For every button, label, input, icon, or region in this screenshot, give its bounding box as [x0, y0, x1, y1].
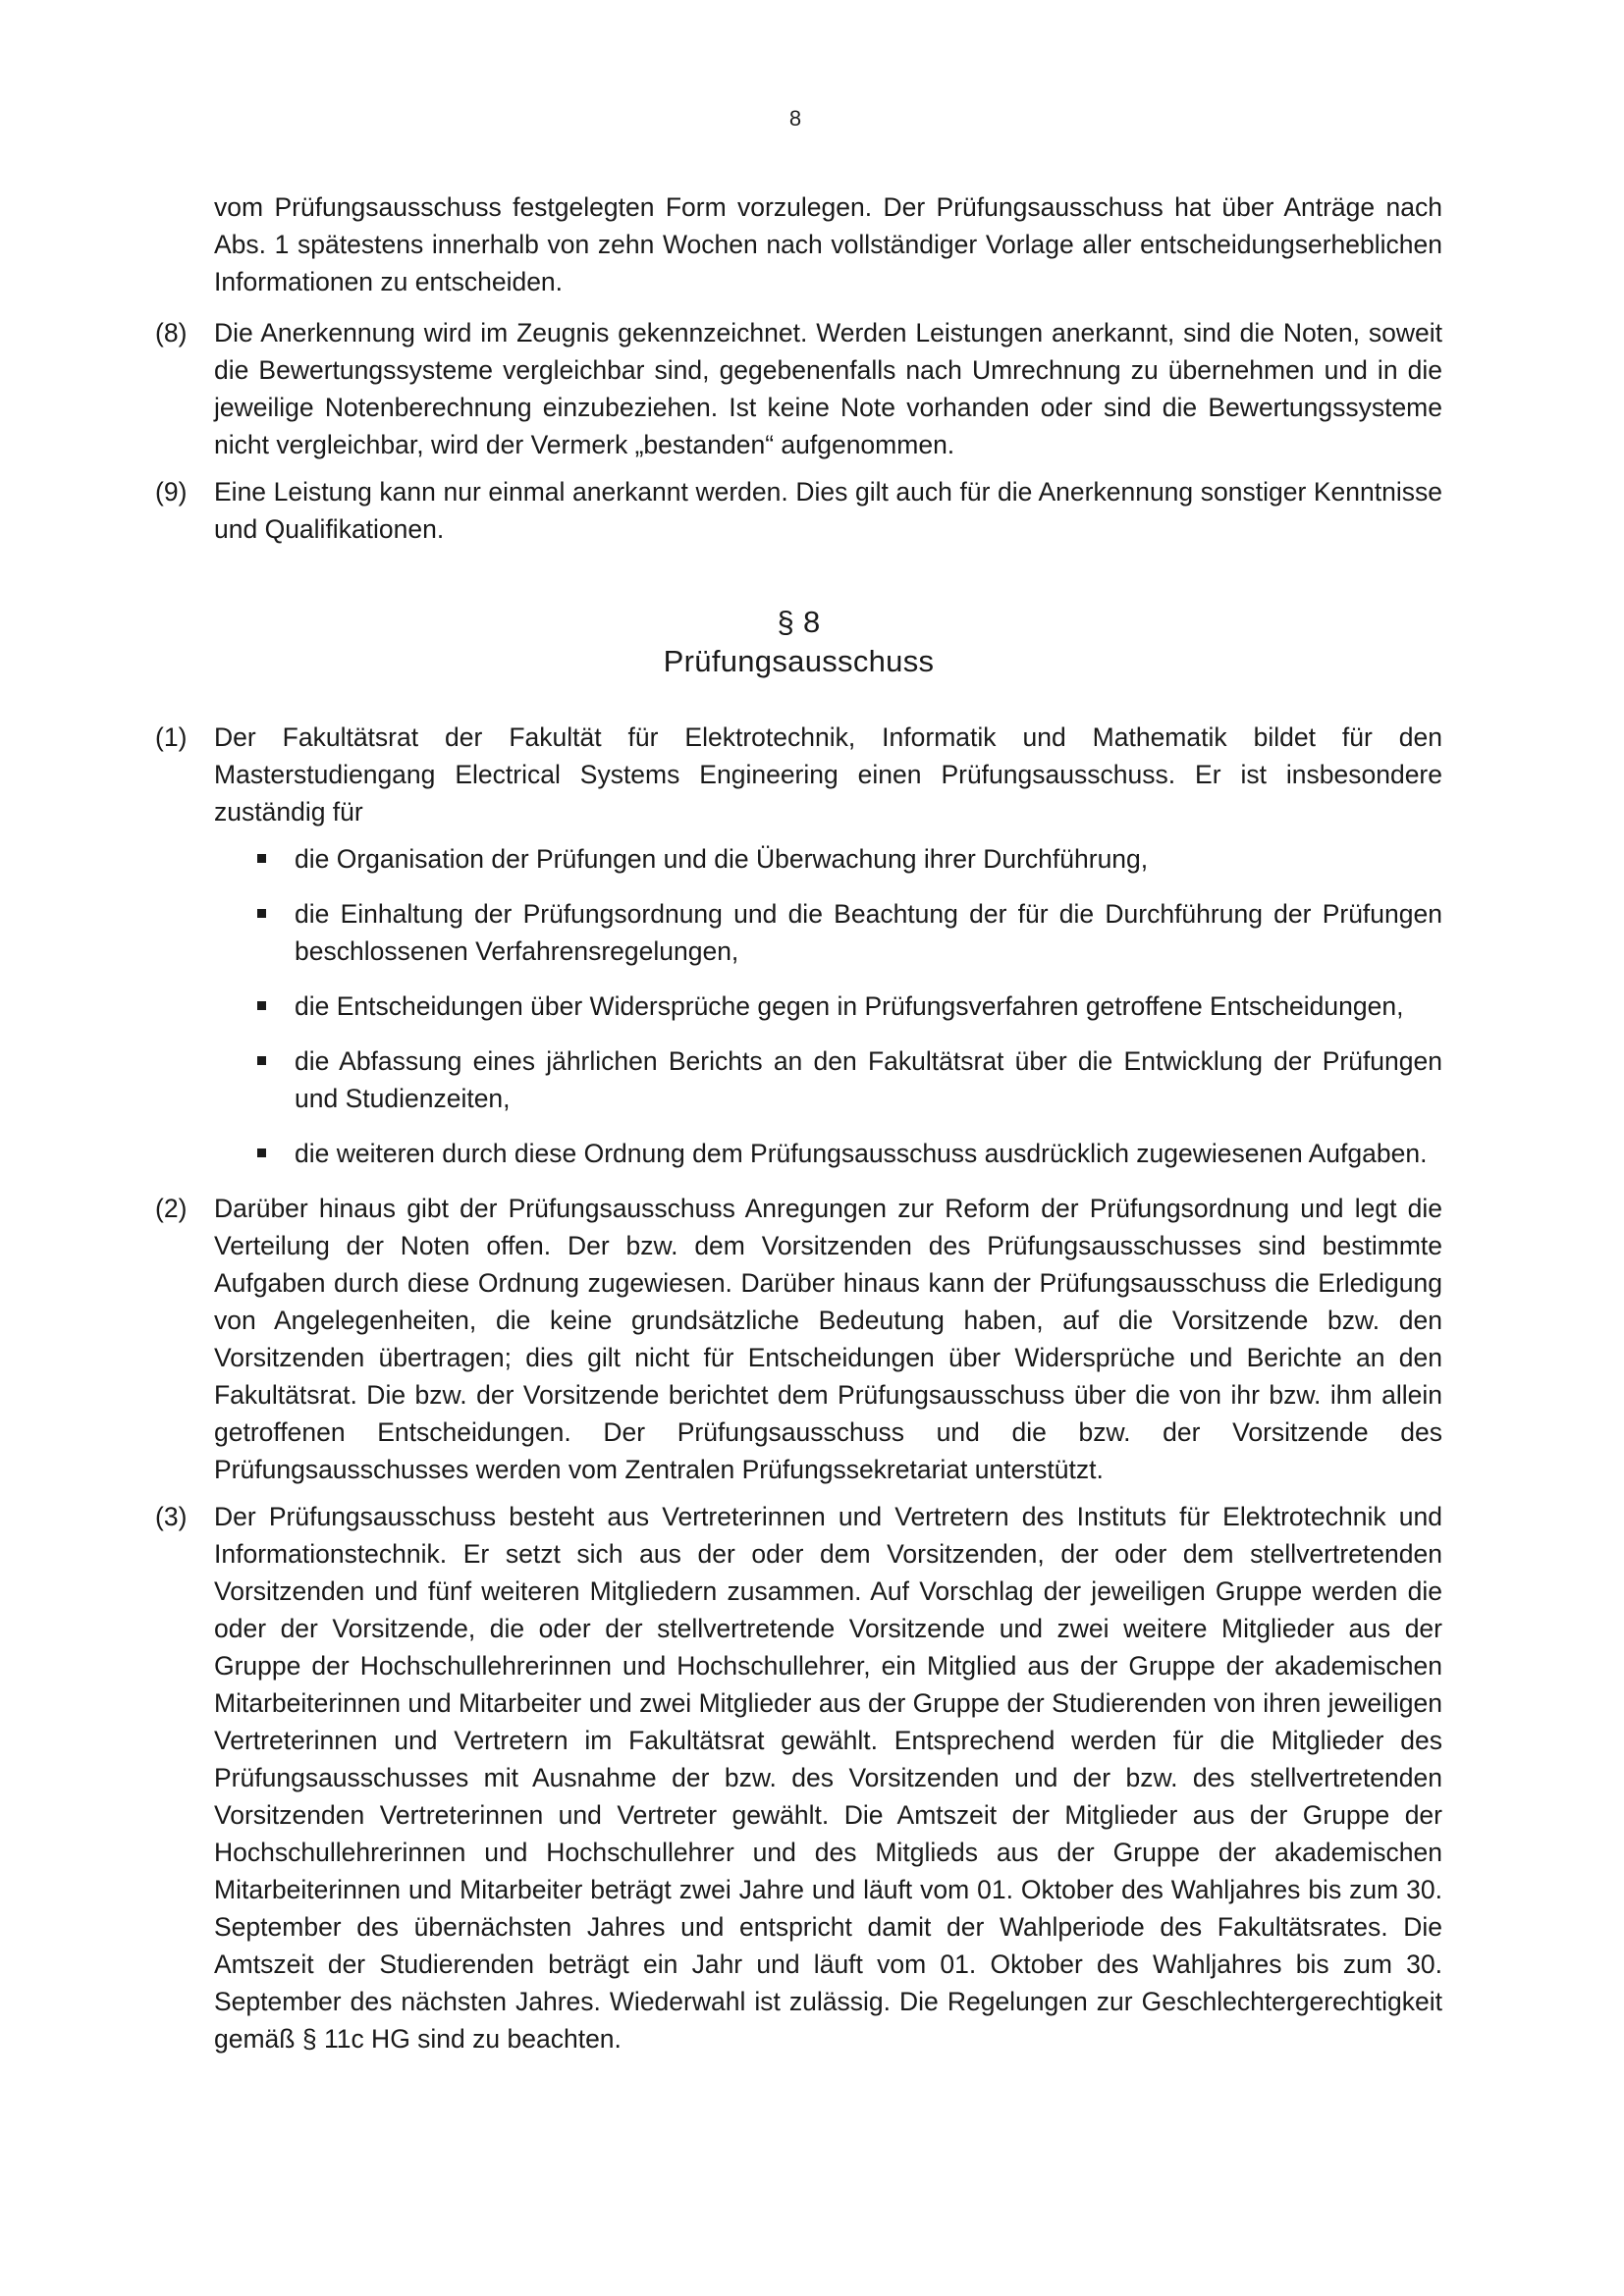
responsibilities-list — [155, 840, 1442, 1172]
square-bullet-icon — [257, 1056, 266, 1065]
paragraph-number: (2) — [155, 1194, 188, 1223]
paragraph-8 — [155, 314, 1442, 463]
section-paragraph-2 — [155, 1190, 1442, 1488]
square-bullet-icon — [257, 854, 266, 863]
list-item — [295, 1135, 1442, 1172]
page-content — [155, 188, 1442, 2067]
paragraph-number: (9) — [155, 477, 188, 507]
list-item — [295, 840, 1442, 878]
list-item — [295, 1042, 1442, 1117]
section-title: Prüfungsausschuss — [663, 644, 935, 678]
section-heading — [155, 603, 1442, 681]
list-item — [295, 895, 1442, 970]
square-bullet-icon — [257, 909, 266, 918]
page-number: 8 — [788, 106, 802, 131]
list-item-text: die Einhaltung der Prüfungsordnung und die Beachtung der für die Durchführung der Prüfungen beschlossenen Verfahrensregelungen, — [295, 899, 1442, 966]
section-number: § 8 — [777, 605, 821, 639]
list-item-text: die Abfassung eines jährlichen Berichts an den Fakultätsrat über die Entwicklung der Prüfungen und Studienzeiten, — [295, 1046, 1442, 1113]
section-paragraph-1 — [155, 719, 1442, 830]
paragraph-9 — [155, 473, 1442, 548]
list-item — [295, 988, 1442, 1025]
list-item-text: die Entscheidungen über Widersprüche gegen in Prüfungsverfahren getroffene Entscheidungen, — [295, 991, 1404, 1021]
square-bullet-icon — [257, 1001, 266, 1010]
paragraph-number: (8) — [155, 318, 188, 347]
list-item-text: die weiteren durch diese Ordnung dem Prüfungsausschuss ausdrücklich zugewiesenen Aufgaben. — [295, 1139, 1428, 1168]
paragraph-text: Darüber hinaus gibt der Prüfungsausschuss Anregungen zur Reform der Prüfungsordnung und legt die Verteilung der Noten offen. Der bzw. dem Vorsitzenden des Prüfungsausschusses sind bestimmte Aufgaben durch diese Ordnung zugewiesen. Darüber hinaus kann der Prüfungsausschuss die Erledigung von Angelegenheiten, die keine grundsätzliche Bedeutung haben, auf die Vorsitzende bzw. den Vorsitzenden übertragen; dies gilt nicht für Entscheidungen über Widersprüche und Berichte an den Fakultätsrat. Die bzw. der Vorsitzende berichtet dem Prüfungsausschuss über die von ihr bzw. ihm allein getroffenen Entscheidungen. Der Prüfungsausschuss und die bzw. der Vorsitzende des Prüfungsausschusses werden vom Zentralen Prüfungssekretariat unterstützt. — [214, 1194, 1442, 1484]
square-bullet-icon — [257, 1148, 266, 1157]
section-paragraph-3 — [155, 1498, 1442, 2057]
paragraph-text: Eine Leistung kann nur einmal anerkannt werden. Dies gilt auch für die Anerkennung sonstiger Kenntnisse und Qualifikationen. — [214, 477, 1442, 544]
paragraph-text: Der Prüfungsausschuss besteht aus Vertreterinnen und Vertretern des Instituts für Elektrotechnik und Informationstechnik. Er setzt sich aus der oder dem Vorsitzenden, der oder dem stellvertretenden Vorsitzenden und fünf weiteren Mitgliedern zusammen. Auf Vorschlag der jeweiligen Gruppe werden die oder der Vorsitzende, die oder der stellvertretende Vorsitzende und zwei weitere Mitglieder aus der Gruppe der Hochschullehrerinnen und Hochschullehrer, ein Mitglied aus der Gruppe der akademischen Mitarbeiterinnen und Mitarbeiter und zwei Mitglieder aus der Gruppe der Studierenden von ihren jeweiligen Vertreterinnen und Vertretern im Fakultätsrat gewählt. Entsprechend werden für die Mitglieder des Prüfungsausschusses mit Ausnahme der bzw. des Vorsitzenden und der bzw. des stellvertretenden Vorsitzenden Vertreterinnen und Vertreter gewählt. Die Amtszeit der Mitglieder aus der Gruppe der Hochschullehrerinnen und Hochschullehrer und des Mitglieds aus der Gruppe der akademischen Mitarbeiterinnen und Mitarbeiter beträgt zwei Jahre und läuft vom 01. Oktober des Wahljahres bis zum 30. September des übernächsten Jahres und entspricht damit der Wahlperiode des Fakultätsrates. Die Amtszeit der Studierenden beträgt ein Jahr und läuft vom 01. Oktober des Wahljahres bis zum 30. September des nächsten Jahres. Wiederwahl ist zulässig. Die Regelungen zur Geschlechtergerechtigkeit gemäß § 11c HG sind zu beachten. — [214, 1502, 1442, 2054]
paragraph-number: (1) — [155, 722, 188, 752]
list-item-text: die Organisation der Prüfungen und die Überwachung ihrer Durchführung, — [295, 844, 1149, 874]
paragraph-number: (3) — [155, 1502, 188, 1531]
paragraph-text: Der Fakultätsrat der Fakultät für Elektrotechnik, Informatik und Mathematik bildet für den Masterstudiengang Electrical Systems Engineering einen Prüfungsausschuss. Er ist insbesondere zuständig für — [214, 722, 1442, 827]
paragraph-text: Die Anerkennung wird im Zeugnis gekennzeichnet. Werden Leistungen anerkannt, sind die Noten, soweit die Bewertungssysteme vergleichbar sind, gegebenenfalls nach Umrechnung zu übernehmen und in die jeweilige Notenberechnung einzubeziehen. Ist keine Note vorhanden oder sind die Bewertungssysteme nicht vergleichbar, wird der Vermerk „bestanden“ aufgenommen. — [214, 318, 1442, 459]
continued-paragraph: vom Prüfungsausschuss festgelegten Form vorzulegen. Der Prüfungsausschuss hat über Anträge nach Abs. 1 spätestens innerhalb von zehn Wochen nach vollständiger Vorlage aller entscheidungserheblichen Informationen zu entscheiden. — [214, 192, 1442, 296]
